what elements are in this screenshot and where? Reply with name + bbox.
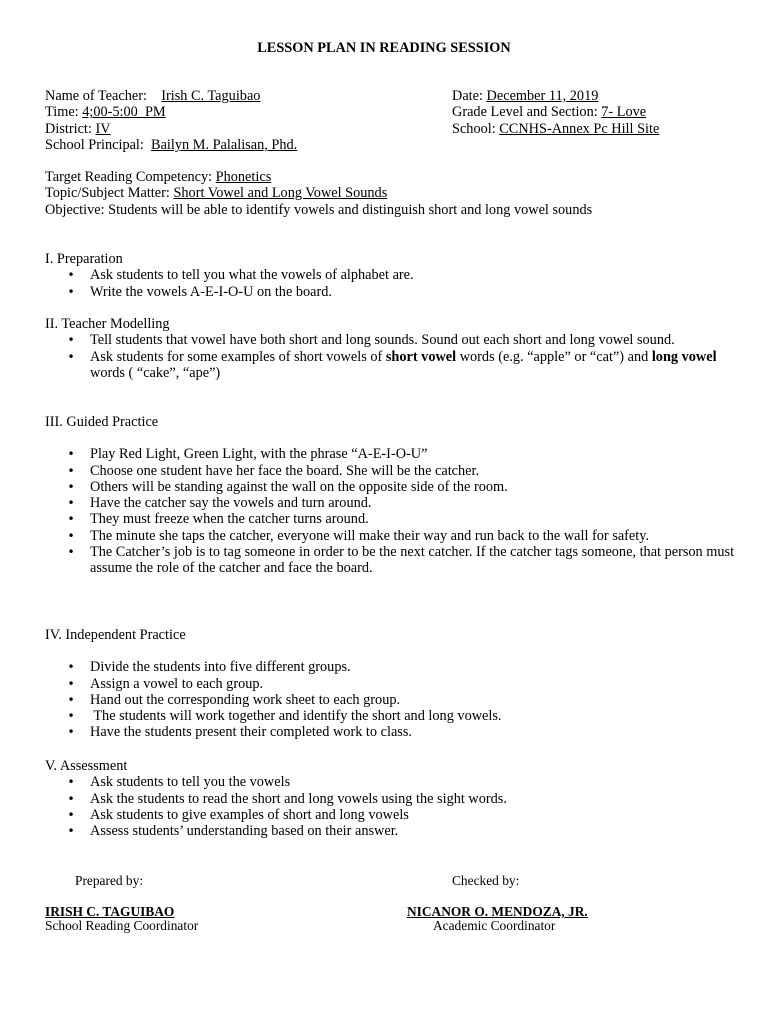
competency-line xyxy=(45,169,735,185)
bullet-icon: • xyxy=(67,349,75,364)
header-row-teacher xyxy=(45,88,735,104)
bullet-icon: • xyxy=(67,709,75,724)
list-item: • Tell students that vowel have both short and long sounds. Sound out each short and long vowel sound. xyxy=(67,332,675,349)
prepared-by-role: School Reading Coordinator xyxy=(45,918,199,933)
bullet-icon: • xyxy=(67,660,75,675)
header-row-time xyxy=(45,104,735,120)
bullet-icon: • xyxy=(67,725,75,740)
list-item: • Hand out the corresponding work sheet to each group. xyxy=(67,691,401,708)
objective-line: Objective: Students will be able to identify vowels and distinguish short and long vowel sounds xyxy=(45,201,593,218)
list-item: • Divide the students into five different groups. xyxy=(67,659,351,676)
list-item: • Ask students to give examples of short and long vowels xyxy=(67,806,409,823)
section-heading: II. Teacher Modelling xyxy=(45,316,170,332)
bullet-icon: • xyxy=(67,528,75,543)
bullet-icon: • xyxy=(67,692,75,707)
section-independent-practice xyxy=(45,627,735,741)
list-item: • Others will be standing against the wall on the opposite side of the room. xyxy=(67,478,508,495)
list-item: • Write the vowels A-E-I-O-U on the board. xyxy=(67,283,332,300)
principal-label: School Principal: xyxy=(45,136,144,153)
lesson-meta xyxy=(45,169,735,218)
bullet-icon: • xyxy=(67,284,75,299)
checked-by-role: Academic Coordinator xyxy=(433,918,556,933)
time-value: 4;00-5:00 PM xyxy=(82,104,166,121)
section-teacher-modelling xyxy=(45,316,735,381)
time-label: Time: xyxy=(45,104,79,121)
bullet-icon: • xyxy=(67,791,75,806)
list-item: • They must freeze when the catcher turns around. xyxy=(67,511,369,528)
section-heading: III. Guided Practice xyxy=(45,414,159,430)
bullet-icon: • xyxy=(67,807,75,822)
list-item: • Ask students to tell you what the vowels of alphabet are. xyxy=(67,267,414,284)
list-item: • Have the students present their completed work to class. xyxy=(67,724,412,741)
section-heading: V. Assessment xyxy=(45,758,128,774)
header-row-principal xyxy=(45,137,735,153)
list-item: • Ask students for some examples of short vowels of short vowel words (e.g. “apple” or “cat”) and long vowel words ( “cake”, “ape”) xyxy=(67,348,717,381)
section-guided-practice xyxy=(45,414,735,577)
school-field xyxy=(452,121,659,137)
grade-field xyxy=(452,104,646,120)
topic-value: Short Vowel and Long Vowel Sounds xyxy=(173,185,388,202)
topic-label: Topic/Subject Matter: xyxy=(45,185,170,202)
header-info xyxy=(45,88,735,153)
bullet-list xyxy=(45,332,735,381)
bullet-icon: • xyxy=(67,545,75,560)
bullet-list xyxy=(45,774,735,839)
list-item: • Assess students’ understanding based on their answer. xyxy=(67,823,399,840)
bullet-icon: • xyxy=(67,479,75,494)
list-item: • Ask the students to read the short and long vowels using the sight words. xyxy=(67,790,507,807)
date-value: December 11, 2019 xyxy=(486,88,599,104)
date-field xyxy=(452,88,598,104)
list-item: • Choose one student have her face the board. She will be the catcher. xyxy=(67,462,480,479)
principal-value: Bailyn M. Palalisan, Phd. xyxy=(151,136,298,153)
bullet-icon: • xyxy=(67,512,75,527)
bullet-list xyxy=(45,659,735,740)
list-item: • Ask students to tell you the vowels xyxy=(67,774,291,791)
teacher-value: Irish C. Taguibao xyxy=(161,88,261,104)
section-preparation xyxy=(45,251,735,300)
bullet-list xyxy=(45,267,735,300)
header-row-district xyxy=(45,121,735,137)
teacher-label: Name of Teacher: xyxy=(45,88,147,104)
grade-value: 7- Love xyxy=(601,104,647,121)
prepared-by-label: Prepared by: xyxy=(75,873,144,888)
bullet-icon: • xyxy=(67,496,75,511)
bullet-icon: • xyxy=(67,463,75,478)
bullet-list xyxy=(45,446,735,576)
bullet-icon: • xyxy=(67,333,75,348)
checked-by-label: Checked by: xyxy=(452,873,520,888)
competency-value: Phonetics xyxy=(215,169,272,185)
bullet-icon: • xyxy=(67,824,75,839)
list-item: • The students will work together and identify the short and long vowels. xyxy=(67,708,502,725)
checked-by-name: NICANOR O. MENDOZA, JR. xyxy=(407,904,588,919)
bullet-icon: • xyxy=(67,775,75,790)
school-label: School: xyxy=(452,120,496,137)
school-value: CCNHS-Annex Pc Hill Site xyxy=(499,120,660,137)
section-heading: I. Preparation xyxy=(45,251,123,267)
grade-label: Grade Level and Section: xyxy=(452,104,598,121)
bullet-icon: • xyxy=(67,447,75,462)
prepared-by-name: IRISH C. TAGUIBAO xyxy=(45,904,175,919)
district-label: District: xyxy=(45,120,92,137)
list-item: • The minute she taps the catcher, everyone will make their way and run back to the wall for safety. xyxy=(67,527,650,544)
list-item: • Have the catcher say the vowels and turn around. xyxy=(67,495,372,512)
district-value: IV xyxy=(95,120,111,137)
competency-label: Target Reading Competency: xyxy=(45,169,213,185)
topic-line xyxy=(45,185,735,201)
bullet-icon: • xyxy=(67,676,75,691)
list-item: • The Catcher’s job is to tag someone in order to be the next catcher. If the catcher tags someone, that person must assume the role of the catcher and face the board. xyxy=(67,544,735,577)
date-label: Date: xyxy=(452,88,483,104)
bullet-icon: • xyxy=(67,268,75,283)
section-assessment xyxy=(45,758,735,839)
list-item: • Play Red Light, Green Light, with the phrase “A-E-I-O-U” xyxy=(67,446,428,463)
document-title: LESSON PLAN IN READING SESSION xyxy=(257,40,511,56)
list-item: • Assign a vowel to each group. xyxy=(67,675,264,692)
section-heading: IV. Independent Practice xyxy=(45,627,186,643)
